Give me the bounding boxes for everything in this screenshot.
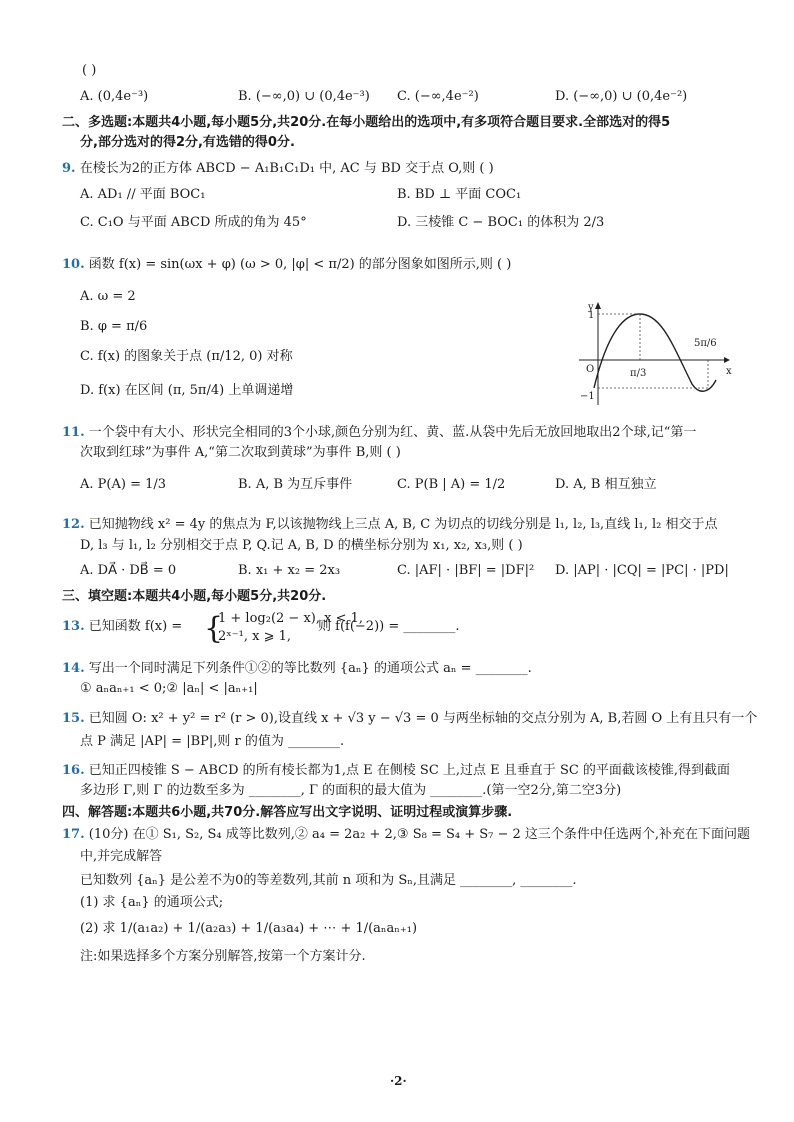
q13-case2: 2ˣ⁻¹, x ⩾ 1, xyxy=(218,629,292,644)
q11-option-a: A. P(A) = 1/3 xyxy=(80,477,167,492)
q13-post: 则 f(f(−2)) = ________. xyxy=(318,619,460,634)
section3-heading: 三、填空题:本题共4小题,每小题5分,共20分. xyxy=(62,589,327,604)
graph-sine-curve xyxy=(594,314,716,391)
graph-one-label: 1 xyxy=(588,310,595,321)
graph-y-arrow xyxy=(595,302,601,309)
q13-brace: { xyxy=(204,611,224,646)
q13-stem xyxy=(62,618,182,636)
q9-option-a: A. AD₁ // 平面 BOC₁ xyxy=(80,187,206,202)
q17-note: 注:如果选择多个方案分别解答,按第一个方案计分. xyxy=(80,949,366,964)
q9-stem xyxy=(62,160,494,178)
q13-case1: 1 + log₂(2 − x), x < 1, xyxy=(218,611,364,626)
q17-stem xyxy=(62,826,750,844)
q11-text: 一个袋中有大小、形状完全相同的3个小球,颜色分别为红、黄、蓝.从袋中先后无放回地取出2个球,记“第一 xyxy=(88,425,697,440)
q9-number: 9. xyxy=(62,161,76,176)
q11-option-d: D. A, B 相互独立 xyxy=(555,477,657,492)
graph-x-arrow xyxy=(724,357,730,363)
q13-number: 13. xyxy=(62,619,85,634)
q15-stem-cont: 点 P 满足 |AP| = |BP|,则 r 的值为 ________. xyxy=(80,734,345,749)
q10-option-c: C. f(x) 的图象关于点 (π/12, 0) 对称 xyxy=(80,349,293,364)
q11-stem xyxy=(62,424,696,442)
q13-pre: 已知函数 f(x) = xyxy=(88,619,183,634)
q9-text: 在棱长为2的正方体 ABCD − A₁B₁C₁D₁ 中, AC 与 BD 交于点 O,则 ( ) xyxy=(79,161,494,176)
q14-stem xyxy=(62,660,532,678)
q17-number: 17. xyxy=(62,827,85,842)
q10-option-b: B. φ = π/6 xyxy=(80,319,148,334)
q17-stem-cont: 中,并完成解答 xyxy=(80,849,163,864)
graph-tick-pi-3: π/3 xyxy=(630,368,647,379)
q10-text: 函数 f(x) = sin(ωx + φ) (ω > 0, |φ| < π/2) 的部分图象如图所示,则 ( ) xyxy=(88,257,512,272)
q10-sine-graph xyxy=(574,300,734,410)
q17-given: 已知数列 {aₙ} 是公差不为0的等差数列,其前 n 项和为 Sₙ,且满足 ________, ________. xyxy=(80,873,577,888)
section2-heading: 二、多选题:本题共4小题,每小题5分,共20分.在每小题给出的选项中,有多项符合题目要求.全部选对的得5 xyxy=(62,115,671,130)
q9-option-d: D. 三棱锥 C − BOC₁ 的体积为 2/3 xyxy=(397,215,605,230)
q10-stem xyxy=(62,256,511,274)
q15-stem xyxy=(62,710,757,728)
q11-number: 11. xyxy=(62,425,85,440)
q12-option-a: A. DA⃗ · DB⃗ = 0 xyxy=(80,563,177,578)
prev-option-b: B. (−∞,0) ∪ (0,4e⁻³) xyxy=(238,89,370,104)
q12-stem xyxy=(62,516,717,534)
q17-part2: (2) 求 1/(a₁a₂) + 1/(a₂a₃) + 1/(a₃a₄) + ⋯ + 1/(aₙaₙ₊₁) xyxy=(80,921,418,936)
q17-text: (10分) 在① S₁, S₂, S₄ 成等比数列,② a₄ = 2a₂ + 2,③ S₈ = S₄ + S₇ − 2 这三个条件中任选两个,补充在下面问题 xyxy=(88,827,751,842)
q14-text: 写出一个同时满足下列条件①②的等比数列 {aₙ} 的通项公式 aₙ = ________. xyxy=(88,661,532,676)
graph-y-label: y xyxy=(588,302,594,313)
q11-option-c: C. P(B | A) = 1/2 xyxy=(397,477,506,492)
q10-option-d: D. f(x) 在区间 (π, 5π/4) 上单调递增 xyxy=(80,383,294,398)
q10-option-a: A. ω = 2 xyxy=(80,289,136,304)
q11-stem-cont: 次取到红球”为事件 A,“第二次取到黄球”为事件 B,则 ( ) xyxy=(80,445,401,460)
q15-text: 已知圆 O: x² + y² = r² (r > 0),设直线 x + √3 y − √3 = 0 与两坐标轴的交点分别为 A, B,若圆 O 上有且只有一个 xyxy=(88,711,758,726)
section4-heading: 四、解答题:本题共6小题,共70分.解答应写出文字说明、证明过程或演算步骤. xyxy=(62,805,513,820)
q12-option-c: C. |AF| · |BF| = |DF|² xyxy=(397,563,535,578)
graph-tick-5pi-6: 5π/6 xyxy=(694,338,717,349)
q15-number: 15. xyxy=(62,711,85,726)
prev-option-a: A. (0,4e⁻³) xyxy=(80,89,149,104)
q11-option-b: B. A, B 为互斥事件 xyxy=(238,477,353,492)
q12-number: 12. xyxy=(62,517,85,532)
q14-conditions: ① aₙaₙ₊₁ < 0;② |aₙ| < |aₙ₊₁| xyxy=(80,681,258,696)
prev-paren: ( ) xyxy=(82,63,97,78)
q17-part1: (1) 求 {aₙ} 的通项公式; xyxy=(80,895,224,910)
graph-x-label: x xyxy=(726,366,732,377)
q12-text: 已知抛物线 x² = 4y 的焦点为 F,以该抛物线上三点 A, B, C 为切点的切线分别是 l₁, l₂, l₃,直线 l₁, l₂ 相交于点 xyxy=(88,517,718,532)
section2-heading-cont: 分,部分选对的得2分,有选错的得0分. xyxy=(80,135,295,150)
q14-number: 14. xyxy=(62,661,85,676)
q16-stem-cont: 多边形 Γ,则 Γ 的边数至多为 ________, Γ 的面积的最大值为 ________.(第一空2分,第二空3分) xyxy=(80,783,622,798)
q16-stem xyxy=(62,762,730,780)
graph-neg-one-label: −1 xyxy=(580,391,595,402)
q9-option-b: B. BD ⊥ 平面 COC₁ xyxy=(397,187,522,202)
q10-number: 10. xyxy=(62,257,85,272)
prev-option-c: C. (−∞,4e⁻²) xyxy=(397,89,479,104)
q12-option-b: B. x₁ + x₂ = 2x₃ xyxy=(238,563,341,578)
q16-text: 已知正四棱锥 S − ABCD 的所有棱长都为1,点 E 在侧棱 SC 上,过点 E 且垂直于 SC 的平面截该棱锥,得到截面 xyxy=(88,763,731,778)
q9-option-c: C. C₁O 与平面 ABCD 所成的角为 45° xyxy=(80,215,307,230)
page-number: ·2· xyxy=(390,1074,407,1088)
prev-option-d: D. (−∞,0) ∪ (0,4e⁻²) xyxy=(555,89,688,104)
q16-number: 16. xyxy=(62,763,85,778)
q12-stem-cont: D, l₃ 与 l₁, l₂ 分别相交于点 P, Q.记 A, B, D 的横坐标分别为 x₁, x₂, x₃,则 ( ) xyxy=(80,538,523,553)
graph-origin-label: O xyxy=(586,364,595,375)
q12-option-d: D. |AP| · |CQ| = |PC| · |PD| xyxy=(555,563,729,578)
